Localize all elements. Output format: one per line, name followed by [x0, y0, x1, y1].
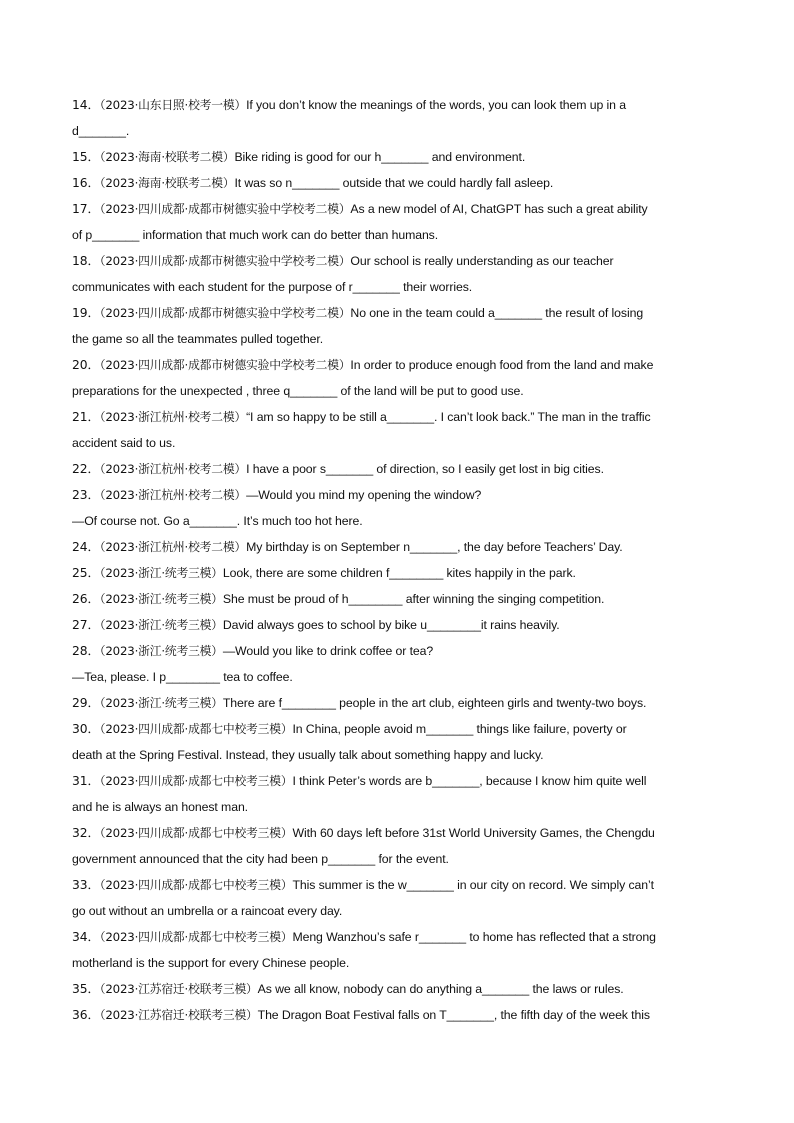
question-line — [72, 508, 724, 534]
question-text: the game so all the teammates pulled together. — [72, 332, 324, 346]
question-source: （2023·浙江杭州·校考二模） — [99, 540, 247, 554]
question-text: and he is always an honest man. — [72, 800, 248, 814]
question-line — [72, 586, 724, 612]
question-line — [72, 950, 724, 976]
question-line — [72, 144, 724, 170]
question-source: （2023·四川成都·成都市树德实验中学校考二模） — [99, 358, 351, 372]
question-number: 31． — [72, 774, 100, 788]
question-number: 30． — [72, 722, 100, 736]
question-source: （2023·浙江杭州·校考二模） — [99, 410, 247, 424]
question-item — [72, 144, 724, 170]
question-text: communicates with each student for the purpose of r_______ their worries. — [72, 280, 473, 294]
question-line — [72, 404, 724, 430]
question-text: Look, there are some children f________ kites happily in the park. — [222, 566, 576, 580]
question-source: （2023·浙江·统考三模） — [99, 592, 223, 606]
question-number: 18． — [72, 254, 100, 268]
question-text: If you don’t know the meanings of the words, you can look them up in a — [246, 98, 626, 112]
question-number: 32． — [72, 826, 100, 840]
question-text: motherland is the support for every Chinese people. — [72, 956, 350, 970]
question-line — [72, 222, 724, 248]
question-item — [72, 196, 724, 248]
question-text: As a new model of AI, ChatGPT has such a great ability — [350, 202, 648, 216]
question-text: “I am so happy to be still a_______. I can’t look back.” The man in the traffic — [246, 410, 651, 424]
question-line — [72, 352, 724, 378]
question-number: 24． — [72, 540, 100, 554]
question-number: 16． — [72, 176, 100, 190]
question-number: 21． — [72, 410, 100, 424]
question-line — [72, 768, 724, 794]
question-number: 23． — [72, 488, 100, 502]
question-line — [72, 924, 724, 950]
question-text: go out without an umbrella or a raincoat every day. — [72, 904, 343, 918]
question-line — [72, 690, 724, 716]
question-item — [72, 560, 724, 586]
question-item — [72, 456, 724, 482]
question-item — [72, 404, 724, 456]
question-text: The Dragon Boat Festival falls on T_______, the fifth day of the week this — [257, 1008, 650, 1022]
question-source: （2023·浙江·统考三模） — [99, 618, 223, 632]
question-item — [72, 638, 724, 690]
question-item — [72, 482, 724, 534]
question-source: （2023·浙江杭州·校考二模） — [99, 488, 247, 502]
question-number: 19． — [72, 306, 100, 320]
question-source: （2023·江苏宿迁·校联考三模） — [99, 982, 258, 996]
question-line — [72, 92, 724, 118]
question-source: （2023·四川成都·成都七中校考三模） — [99, 826, 293, 840]
question-text: In order to produce enough food from the land and make — [350, 358, 654, 372]
question-line — [72, 664, 724, 690]
question-line — [72, 274, 724, 300]
question-text: I have a poor s_______ of direction, so I easily get lost in big cities. — [246, 462, 604, 476]
question-source: （2023·四川成都·成都七中校考三模） — [99, 878, 293, 892]
question-text: Our school is really understanding as our teacher — [350, 254, 614, 268]
question-text: It was so n_______ outside that we could hardly fall asleep. — [234, 176, 554, 190]
question-number: 20． — [72, 358, 100, 372]
question-number: 33． — [72, 878, 100, 892]
question-number: 25． — [72, 566, 100, 580]
question-text: There are f________ people in the art club, eighteen girls and twenty-two boys. — [222, 696, 647, 710]
question-item — [72, 924, 724, 976]
question-line — [72, 300, 724, 326]
question-number: 28． — [72, 644, 100, 658]
question-text: My birthday is on September n_______, the day before Teachers’ Day. — [246, 540, 623, 554]
question-text: No one in the team could a_______ the result of losing — [350, 306, 644, 320]
question-line — [72, 638, 724, 664]
question-item — [72, 612, 724, 638]
question-text: —Of course not. Go a_______. It’s much too hot here. — [72, 514, 363, 528]
question-text: —Would you like to drink coffee or tea? — [222, 644, 434, 658]
question-text: As we all know, nobody can do anything a_______ the laws or rules. — [257, 982, 624, 996]
question-source: （2023·浙江·统考三模） — [99, 566, 223, 580]
question-number: 22． — [72, 462, 100, 476]
question-number: 35． — [72, 982, 100, 996]
question-text: With 60 days left before 31st World University Games, the Chengdu — [292, 826, 655, 840]
question-text: Meng Wanzhou’s safe r_______ to home has reflected that a strong — [292, 930, 656, 944]
question-list — [72, 92, 724, 1028]
question-line — [72, 872, 724, 898]
question-item — [72, 690, 724, 716]
question-line — [72, 560, 724, 586]
question-line — [72, 742, 724, 768]
question-item — [72, 300, 724, 352]
question-line — [72, 196, 724, 222]
question-source: （2023·浙江杭州·校考二模） — [99, 462, 247, 476]
question-line — [72, 1002, 724, 1028]
question-text: —Would you mind my opening the window? — [246, 488, 482, 502]
question-text: This summer is the w_______ in our city on record. We simply can’t — [292, 878, 654, 892]
question-text: of p_______ information that much work can do better than humans. — [72, 228, 439, 242]
question-source: （2023·浙江·统考三模） — [99, 644, 223, 658]
question-number: 27． — [72, 618, 100, 632]
question-item — [72, 534, 724, 560]
question-line — [72, 820, 724, 846]
question-item — [72, 768, 724, 820]
question-text: d_______. — [72, 124, 130, 138]
question-source: （2023·四川成都·成都市树德实验中学校考二模） — [99, 202, 351, 216]
question-text: I think Peter’s words are b_______, because I know him quite well — [292, 774, 647, 788]
question-source: （2023·四川成都·成都七中校考三模） — [99, 722, 293, 736]
question-line — [72, 456, 724, 482]
question-line — [72, 378, 724, 404]
question-line — [72, 716, 724, 742]
question-text: death at the Spring Festival. Instead, they usually talk about something happy and lucky. — [72, 748, 544, 762]
question-source: （2023·浙江·统考三模） — [99, 696, 223, 710]
question-source: （2023·四川成都·成都市树德实验中学校考二模） — [99, 306, 351, 320]
question-line — [72, 976, 724, 1002]
question-item — [72, 92, 724, 144]
question-line — [72, 170, 724, 196]
question-text: —Tea, please. I p________ tea to coffee. — [72, 670, 293, 684]
question-source: （2023·四川成都·成都七中校考三模） — [99, 930, 293, 944]
question-item — [72, 586, 724, 612]
question-line — [72, 612, 724, 638]
question-number: 36． — [72, 1008, 100, 1022]
question-source: （2023·江苏宿迁·校联考三模） — [99, 1008, 258, 1022]
question-item — [72, 716, 724, 768]
question-text: She must be proud of h________ after winning the singing competition. — [222, 592, 605, 606]
question-item — [72, 872, 724, 924]
question-line — [72, 898, 724, 924]
question-text: Bike riding is good for our h_______ and environment. — [234, 150, 526, 164]
question-number: 34． — [72, 930, 100, 944]
question-line — [72, 248, 724, 274]
question-line — [72, 430, 724, 456]
question-source: （2023·四川成都·成都市树德实验中学校考二模） — [99, 254, 351, 268]
question-item — [72, 1002, 724, 1028]
question-number: 29． — [72, 696, 100, 710]
question-text: In China, people avoid m_______ things like failure, poverty or — [292, 722, 627, 736]
question-text: government announced that the city had been p_______ for the event. — [72, 852, 449, 866]
question-number: 15． — [72, 150, 100, 164]
question-line — [72, 534, 724, 560]
question-source: （2023·海南·校联考二模） — [99, 150, 235, 164]
question-source: （2023·山东日照·校考一模） — [99, 98, 247, 112]
question-line — [72, 846, 724, 872]
question-line — [72, 326, 724, 352]
question-source: （2023·海南·校联考二模） — [99, 176, 235, 190]
question-number: 17． — [72, 202, 100, 216]
question-item — [72, 976, 724, 1002]
question-item — [72, 352, 724, 404]
question-item — [72, 170, 724, 196]
question-text: preparations for the unexpected , three q_______ of the land will be put to good use. — [72, 384, 524, 398]
question-number: 14． — [72, 98, 100, 112]
question-text: accident said to us. — [72, 436, 176, 450]
question-line — [72, 482, 724, 508]
question-item — [72, 248, 724, 300]
question-number: 26． — [72, 592, 100, 606]
question-item — [72, 820, 724, 872]
question-line — [72, 118, 724, 144]
question-line — [72, 794, 724, 820]
question-text: David always goes to school by bike u________it rains heavily. — [222, 618, 560, 632]
question-source: （2023·四川成都·成都七中校考三模） — [99, 774, 293, 788]
